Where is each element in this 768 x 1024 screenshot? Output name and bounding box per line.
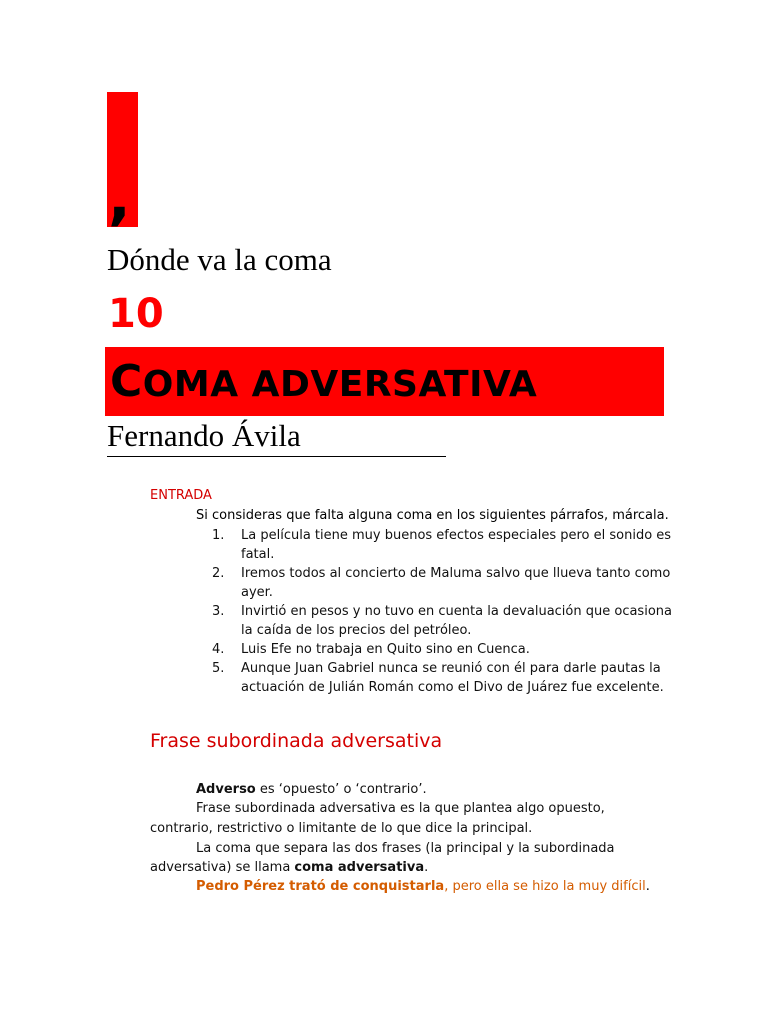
entrada-instruction: Si consideras que falta alguna coma en los siguientes párrafos, márcala. [196, 508, 669, 523]
item-number: 4. [212, 642, 225, 657]
item-number: 2. [212, 566, 225, 581]
chapter-title-initial: C [110, 356, 143, 407]
example-main-clause: Pedro Pérez trató de conquistarla [196, 879, 445, 894]
coma-adversativa-term: coma adversativa [294, 860, 425, 875]
term-adverso: Adverso [196, 782, 256, 797]
item-text: Invirtió en pesos y no tuvo en cuenta la devaluación que ocasiona la caída de los precios del petróleo. [241, 604, 672, 638]
list-item [212, 602, 672, 640]
comma-glyph: , [108, 163, 131, 233]
example-period: . [645, 879, 650, 894]
coma-text-start: adversativa) se llama [150, 860, 295, 875]
item-text: Iremos todos al concierto de Maluma salvo que llueva tanto como ayer. [241, 566, 671, 600]
item-number: 1. [212, 528, 225, 543]
list-item [212, 659, 672, 697]
explanation-line-1: Frase subordinada adversativa es la que plantea algo opuesto, [196, 801, 605, 816]
item-text: Aunque Juan Gabriel nunca se reunió con él para darle pautas la actuación de Julián Román como el Divo de Juárez fue excelente. [241, 661, 664, 695]
example-adversative-clause: , pero ella se hizo la muy difícil [444, 879, 646, 894]
list-item [212, 526, 672, 564]
item-number: 3. [212, 604, 225, 619]
item-text: La película tiene muy buenos efectos especiales pero el sonido es fatal. [241, 528, 672, 562]
author-underline [107, 456, 446, 457]
list-item [212, 564, 672, 602]
item-text: Luis Efe no trabaja en Quito sino en Cuenca. [241, 642, 530, 657]
coma-text-end: . [424, 860, 429, 875]
coma-paragraph-line-1: La coma que separa las dos frases (la principal y la subordinada [196, 841, 615, 856]
explanation-line-2: contrario, restrictivo o limitante de lo que dice la principal. [150, 821, 533, 836]
list-item [212, 640, 672, 659]
definition-text: es ‘opuesto’ o ‘contrario’. [255, 782, 427, 797]
section-heading: Frase subordinada adversativa [150, 730, 443, 752]
item-number: 5. [212, 661, 225, 676]
exercise-list [212, 526, 672, 697]
author-name: Fernando Ávila [107, 418, 301, 453]
series-title: Dónde va la coma [107, 242, 332, 277]
chapter-title-banner [105, 347, 664, 416]
entrada-label: ENTRADA [150, 488, 212, 503]
coma-paragraph-line-2 [150, 858, 428, 878]
definition-paragraph [196, 780, 427, 800]
chapter-title-rest: OMA ADVERSATIVA [142, 364, 538, 405]
chapter-number: 10 [108, 291, 164, 337]
example-sentence [196, 877, 650, 897]
